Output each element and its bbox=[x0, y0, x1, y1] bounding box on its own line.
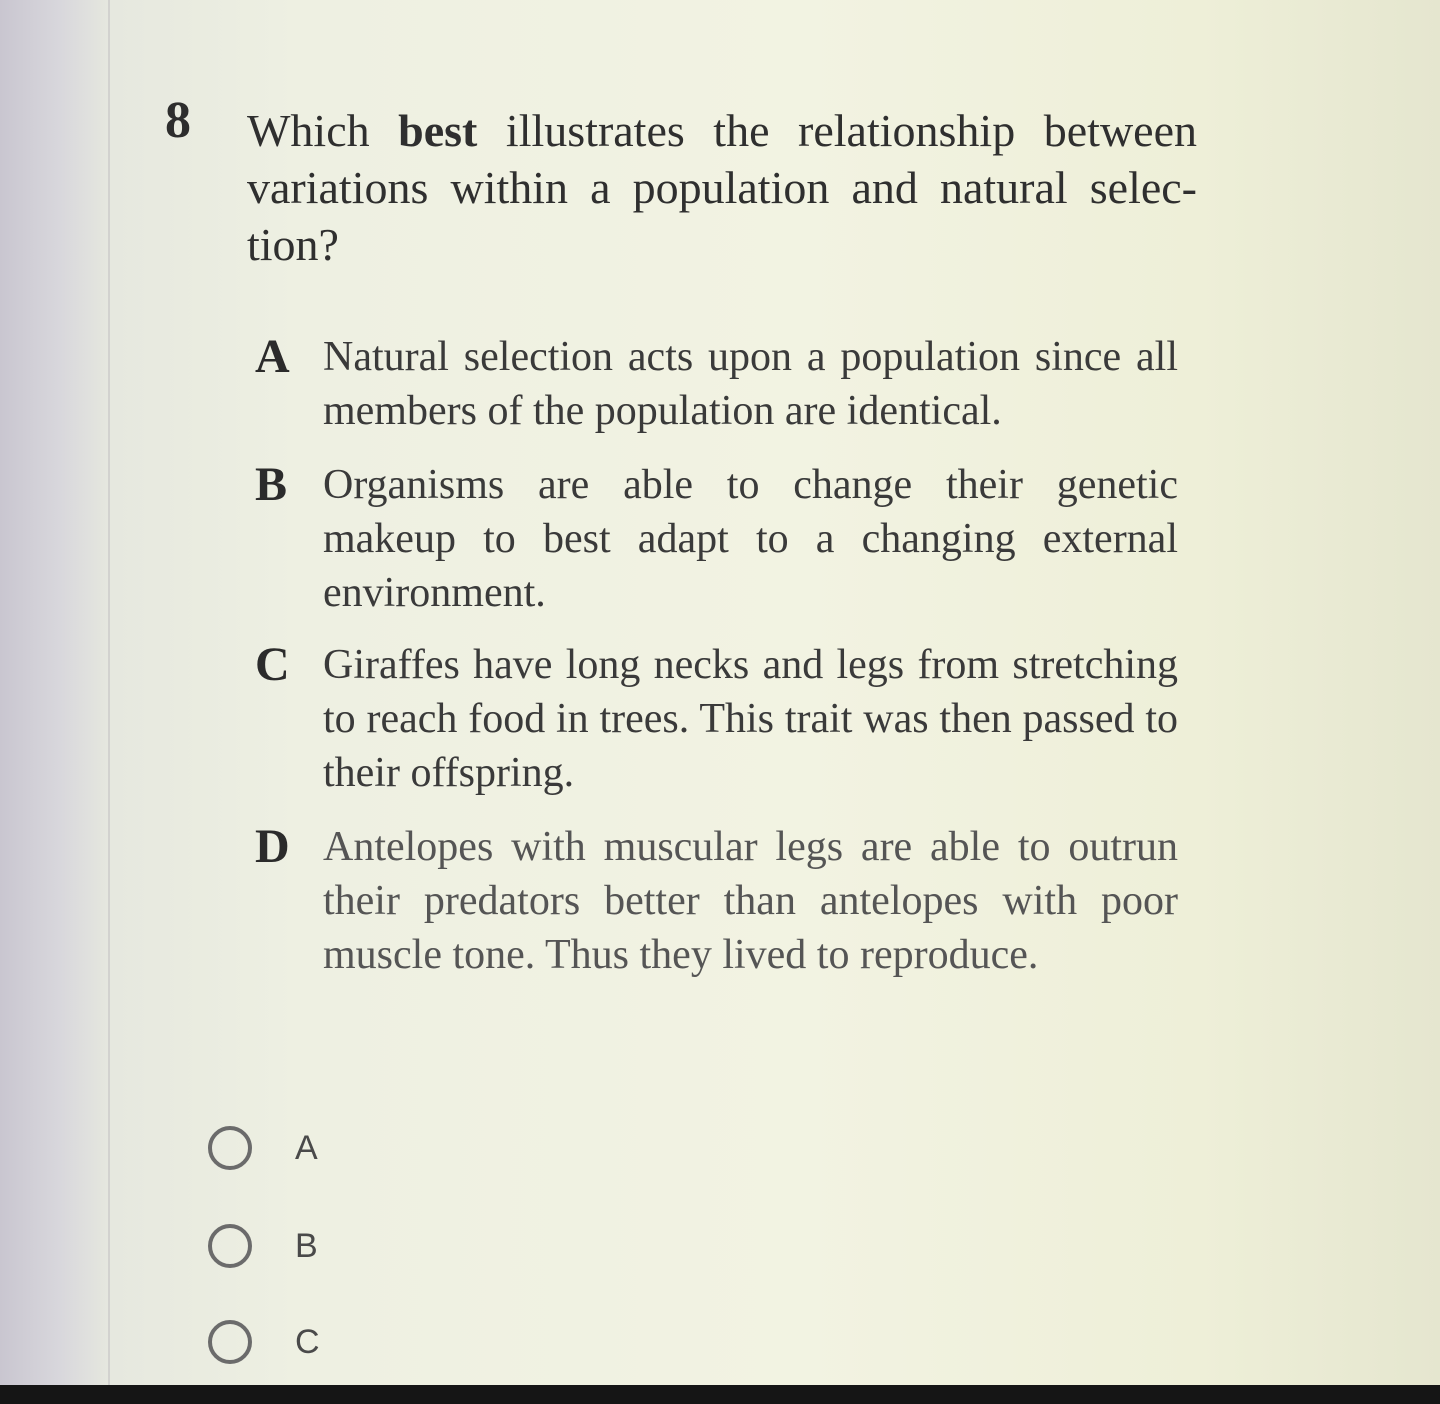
answer-option-label[interactable]: C bbox=[295, 1323, 320, 1361]
radio-button[interactable] bbox=[208, 1224, 252, 1268]
choice-text: Organisms are able to change their genetic makeup to best adapt to a changing external environment. bbox=[323, 462, 1178, 616]
radio-button[interactable] bbox=[208, 1320, 252, 1364]
choice-letter: D bbox=[255, 820, 290, 873]
question-stem-start: Which bbox=[247, 105, 399, 156]
answer-option-label[interactable]: A bbox=[295, 1129, 318, 1167]
answer-option-a[interactable] bbox=[205, 1118, 505, 1178]
choice-text: Natural selection acts upon a population since all members of the population are identical. bbox=[323, 334, 1178, 434]
question-number: 8 bbox=[165, 92, 191, 149]
left-gutter-divider bbox=[108, 0, 110, 1385]
choice-letter: A bbox=[255, 330, 290, 383]
answer-option-b[interactable] bbox=[205, 1216, 505, 1276]
answer-option-label[interactable]: B bbox=[295, 1227, 318, 1265]
screen-bottom-bezel bbox=[0, 1385, 1440, 1404]
choice-letter: C bbox=[255, 638, 290, 691]
choice-text: Giraffes have long necks and legs from stretching to reach food in trees. This trait was then passed to their offspring. bbox=[323, 642, 1178, 796]
question-stem bbox=[247, 102, 1197, 273]
choice-text: Antelopes with muscular legs are able to outrun their predators better than antelopes with poor muscle tone. Thus they lived to reproduce. bbox=[323, 824, 1178, 978]
answer-option-c[interactable] bbox=[205, 1312, 505, 1372]
choice-letter: B bbox=[255, 458, 288, 511]
question-stem-emphasis: best bbox=[398, 105, 478, 156]
question-stem-end: illustrates the relationship between variations within a population and natural selec- tion? bbox=[247, 105, 1197, 270]
radio-button[interactable] bbox=[208, 1126, 252, 1170]
